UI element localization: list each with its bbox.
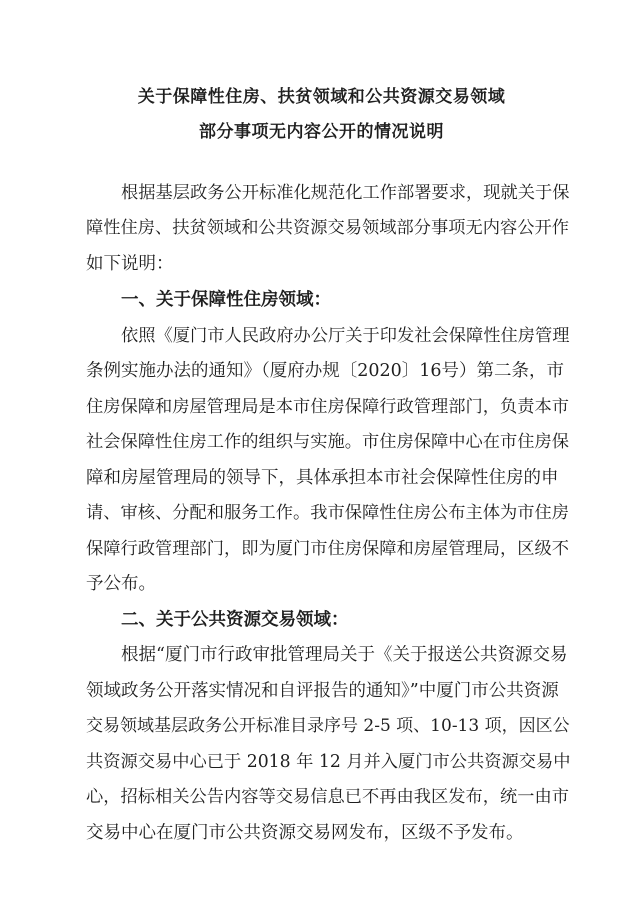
intro-line: 根据基层政务公开标准化规范化工作部署要求，现就关于保	[121, 183, 570, 203]
section-line: 住房保障和房屋管理局是本市住房保障行政管理部门，负责本市	[86, 397, 570, 417]
document-title-line-2: 部分事项无内容公开的情况说明	[199, 122, 444, 142]
section-line: 心，招标相关公告内容等交易信息已不再由我区发布，统一由市	[86, 787, 570, 807]
section-heading-housing: 一、关于保障性住房领域：	[121, 290, 331, 310]
section-line: 保障行政管理部门，即为厦门市住房保障和房屋管理局，区级不	[86, 539, 570, 559]
section-line: 交易中心在厦门市公共资源交易网发布，区级不予发布。	[86, 823, 524, 843]
section-heading-public-resources: 二、关于公共资源交易领域：	[121, 610, 349, 630]
document-title-line-1: 关于保障性住房、扶贫领域和公共资源交易领域	[137, 87, 506, 107]
section-line: 共资源交易中心已于 2018 年 12 月并入厦门市公共资源交易中	[86, 752, 571, 772]
section-line: 障和房屋管理局的领导下，具体承担本市社会保障性住房的申	[86, 468, 559, 488]
section-line: 条例实施办法的通知》（厦府办规〔2020〕16号）第二条，市	[86, 361, 565, 381]
section-line: 社会保障性住房工作的组织与实施。市住房保障中心在市住房保	[86, 432, 570, 452]
section-line: 领域政务公开落实情况和自评报告的通知》”中厦门市公共资源	[86, 681, 559, 701]
section-line: 依照《厦门市人民政府办公厅关于印发社会保障性住房管理	[121, 326, 570, 346]
intro-line: 如下说明：	[86, 254, 174, 274]
section-line: 根据“厦门市行政审批管理局关于《关于报送公共资源交易	[121, 645, 568, 665]
section-line: 请、审核、分配和服务工作。我市保障性住房公布主体为市住房	[86, 503, 570, 523]
section-line: 交易领域基层政务公开标准目录序号 2-5 项、10-13 项，因区公	[86, 716, 570, 736]
intro-line: 障性住房、扶贫领域和公共资源交易领域部分事项无内容公开作	[86, 218, 570, 238]
section-line: 予公布。	[86, 574, 156, 594]
